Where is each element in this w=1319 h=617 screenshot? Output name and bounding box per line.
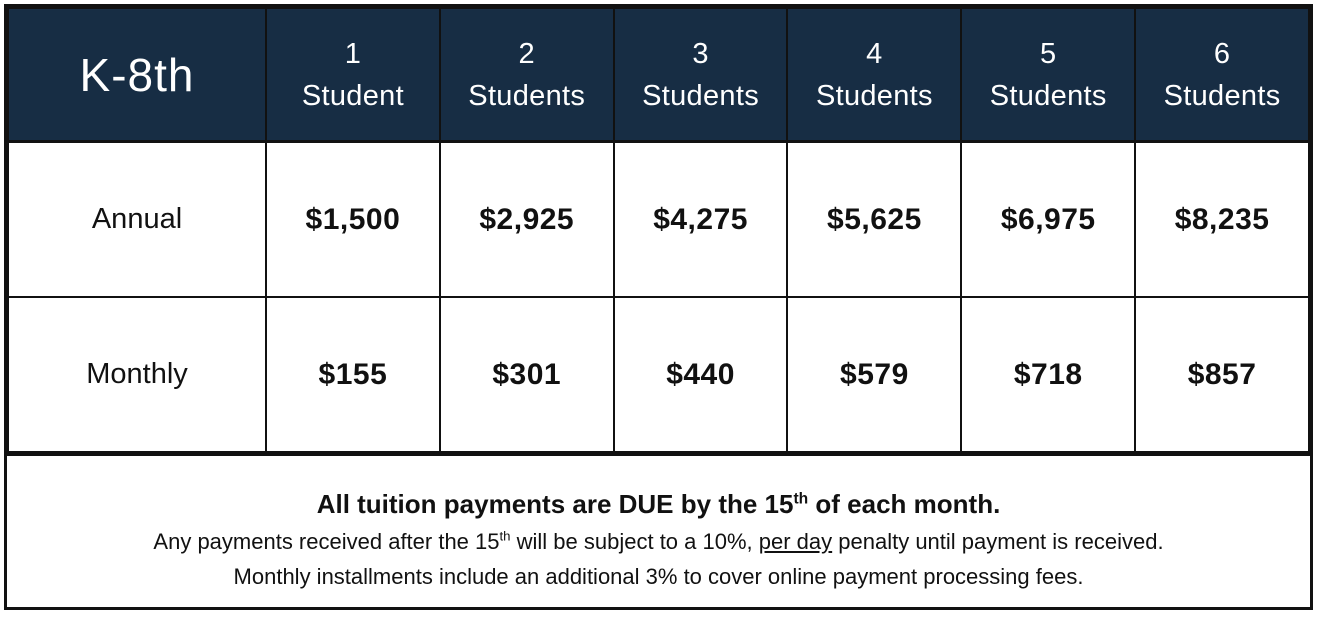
annual-price-6: $8,235 (1135, 142, 1309, 298)
late-penalty-notice (7, 524, 1310, 559)
monthly-row (8, 297, 1309, 452)
annual-price-4: $5,625 (787, 142, 961, 298)
annual-price-2: $2,925 (440, 142, 614, 298)
column-label: Students (1163, 79, 1281, 112)
annual-price-3: $4,275 (614, 142, 788, 298)
payment-notes (7, 453, 1310, 606)
column-count: 5 (1040, 37, 1057, 70)
annual-price-1: $1,500 (266, 142, 440, 298)
due-text-start: All tuition payments are DUE by the 15 (316, 489, 794, 519)
installment-fee-notice: Monthly installments include an additional 3% to cover online payment processing fees. (233, 564, 1084, 589)
column-count: 2 (518, 37, 535, 70)
grade-range-label: K-8th (8, 8, 266, 142)
header-row (8, 8, 1309, 142)
annual-price-5: $6,975 (961, 142, 1135, 298)
column-header-3-students (614, 8, 788, 142)
monthly-price-1: $155 (266, 297, 440, 452)
annual-row (8, 142, 1309, 298)
tuition-table (7, 7, 1310, 453)
column-label: Students (468, 79, 586, 112)
row-label-monthly: Monthly (8, 297, 266, 452)
per-day-emphasis: per day (758, 529, 833, 554)
due-text-end: of each month. (808, 489, 1001, 519)
penalty-text-end: penalty until payment is received. (832, 529, 1164, 554)
monthly-price-6: $857 (1135, 297, 1309, 452)
column-count: 1 (344, 37, 362, 70)
column-label: Students (642, 79, 759, 112)
column-count: 3 (692, 37, 709, 70)
due-date-notice (7, 484, 1310, 524)
tuition-table-frame (4, 4, 1313, 610)
column-label: Students (989, 79, 1107, 112)
column-header-5-students (961, 8, 1135, 142)
column-count: 6 (1213, 37, 1231, 70)
column-header-4-students (787, 8, 961, 142)
monthly-price-5: $718 (961, 297, 1135, 452)
column-label: Students (815, 79, 933, 112)
column-header-2-students (440, 8, 614, 142)
monthly-price-2: $301 (440, 297, 614, 452)
monthly-price-4: $579 (787, 297, 961, 452)
monthly-price-3: $440 (614, 297, 788, 452)
row-label-annual: Annual (8, 142, 266, 298)
penalty-ordinal-suffix: th (499, 528, 511, 544)
column-label: Student (301, 79, 404, 112)
penalty-text-mid: will be subject to a 10%, (510, 529, 759, 554)
due-ordinal-suffix: th (793, 490, 809, 508)
penalty-text-start: Any payments received after the 15 (153, 529, 500, 554)
column-header-1-student (266, 8, 440, 142)
column-count: 4 (866, 37, 883, 70)
column-header-6-students (1135, 8, 1309, 142)
